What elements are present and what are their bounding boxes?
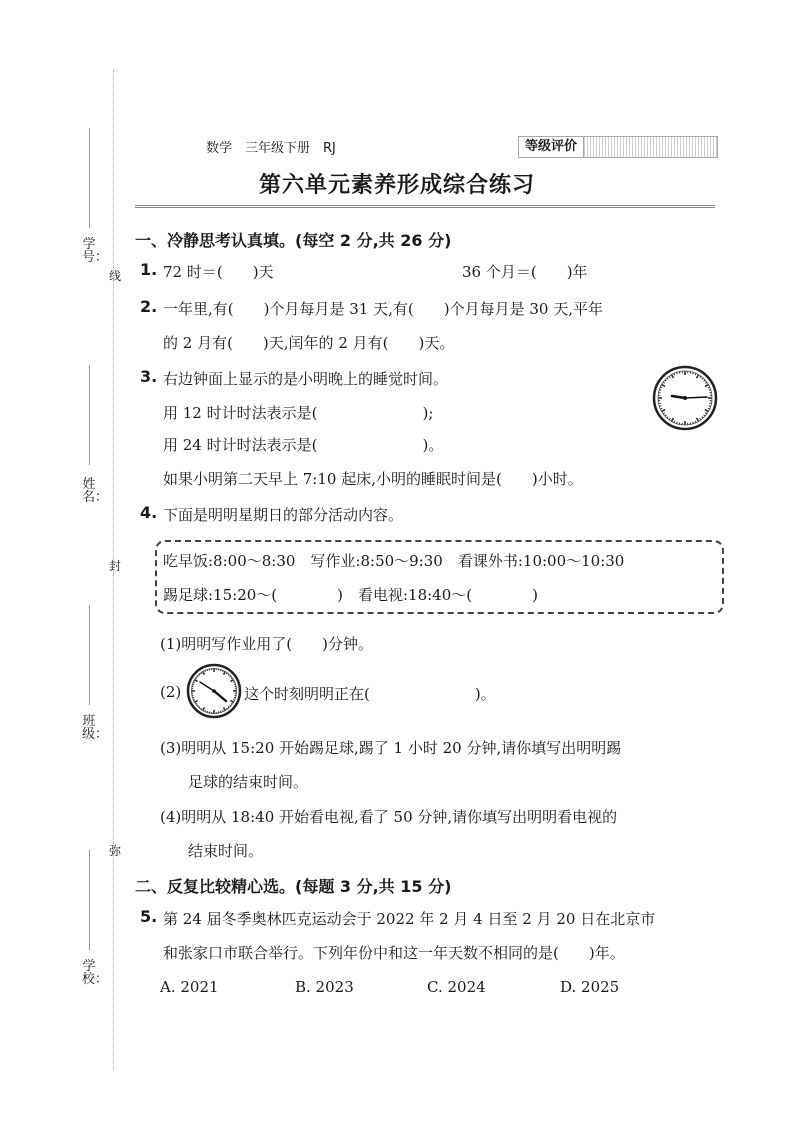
q4-sub3-line2: 足球的结束时间。 [188, 773, 309, 791]
q2-line2: 的 2 月有( )天,闰年的 2 月有( )天。 [163, 334, 455, 352]
margin-line-char: 线 [108, 269, 121, 283]
q2-number: 2. [140, 297, 158, 316]
q2-line1: 一年里,有( )个月每月是 31 天,有( )个月每月是 30 天,平年 [163, 300, 603, 318]
q3-line4: 如果小明第二天早上 7:10 起床,小明的睡眠时间是( )小时。 [163, 470, 583, 488]
q5-option-c: C. 2024 [427, 978, 486, 996]
clock-small-icon [186, 663, 242, 719]
q1-number: 1. [140, 260, 158, 279]
q4-sub2-text: 这个时刻明明正在( )。 [244, 685, 496, 703]
q4-sub3-line1: (3)明明从 15:20 开始踢足球,踢了 1 小时 20 分钟,请你填写出明明踢 [160, 739, 622, 757]
section1-heading: 一、冷静思考认真填。(每空 2 分,共 26 分) [135, 231, 452, 250]
activity-schedule-box [155, 540, 724, 614]
q5-line2: 和张家口市联合举行。下列年份中和这一年天数不相同的是( )年。 [163, 944, 625, 962]
schedule-line2: 踢足球:15:20～( ) 看电视:18:40～( ) [163, 586, 538, 604]
class-label: 班级： [82, 714, 109, 742]
q1-part-a: 72 时＝( )天 [163, 263, 274, 281]
q5-option-d: D. 2025 [560, 978, 620, 996]
page-title: 第六单元素养形成综合练习 [258, 172, 535, 198]
section2-heading: 二、反复比较精心选。(每题 3 分,共 15 分) [135, 877, 452, 896]
school-line [89, 850, 90, 950]
q4-line1: 下面是明明星期日的部分活动内容。 [163, 506, 404, 524]
q4-sub4-line1: (4)明明从 18:40 开始看电视,看了 50 分钟,请你填写出明明看电视的 [160, 808, 618, 826]
schedule-line1: 吃早饭:8:00～8:30 写作业:8:50～9:30 看课外书:10:00～10:30 [163, 552, 625, 570]
q5-option-a: A. 2021 [160, 978, 219, 996]
q3-line2: 用 12 时计时法表示是( ); [163, 404, 434, 422]
q5-number: 5. [140, 907, 158, 926]
q4-sub2-prefix: (2) [160, 683, 182, 701]
q3-number: 3. [140, 367, 158, 386]
school-label: 学校： [82, 959, 109, 987]
margin-seal-char: 封 [108, 559, 121, 573]
grade-box [518, 136, 718, 158]
q4-sub1: (1)明明写作业用了( )分钟。 [160, 635, 373, 653]
subject-label: 数学 三年级下册 RJ [206, 141, 336, 156]
margin-seal2-char: 弥 [108, 844, 121, 858]
name-line [89, 365, 90, 465]
q1-part-b: 36 个月＝( )年 [462, 263, 588, 281]
name-label: 姓名： [82, 477, 109, 505]
title-divider [135, 205, 715, 208]
q3-line3: 用 24 时计时法表示是( )。 [163, 436, 444, 454]
student-no-label: 学号： [82, 237, 109, 265]
q4-number: 4. [140, 503, 158, 522]
q5-option-b: B. 2023 [295, 978, 354, 996]
q4-sub4-line2: 结束时间。 [188, 842, 264, 860]
q3-line1: 右边钟面上显示的是小明晚上的睡觉时间。 [163, 370, 449, 388]
class-line [89, 605, 90, 705]
grade-label: 等级评价 [519, 137, 584, 157]
q5-line1: 第 24 届冬季奥林匹克运动会于 2022 年 2 月 4 日至 2 月 20 日在北京市 [163, 910, 656, 928]
clock-icon [652, 365, 718, 431]
question-1 [140, 260, 157, 279]
